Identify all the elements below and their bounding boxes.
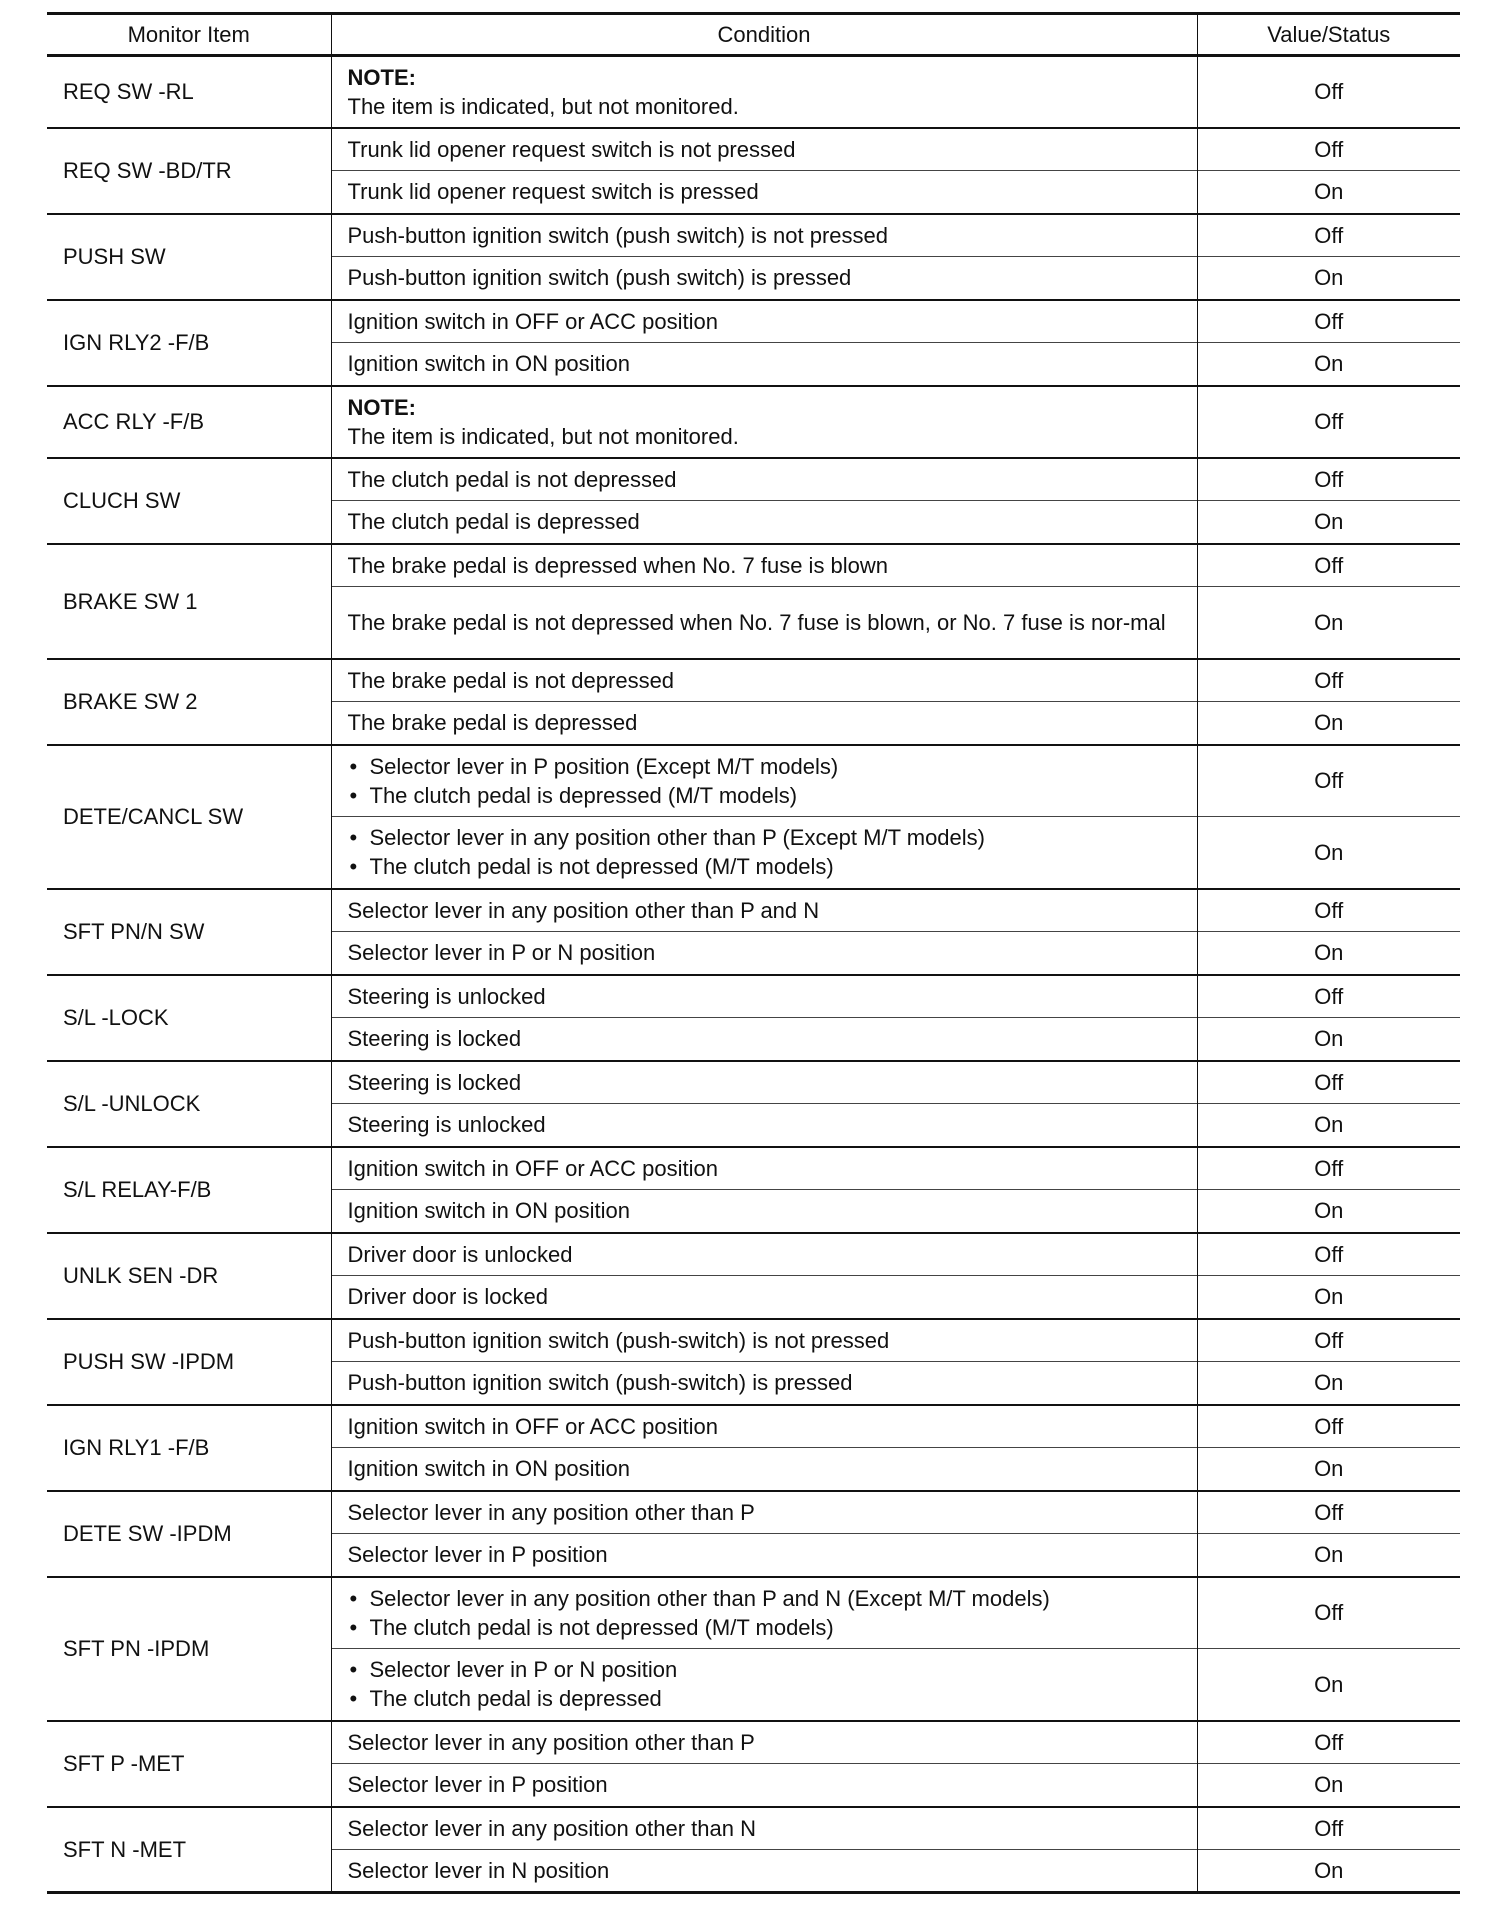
monitor-item: PUSH SW -IPDM [47, 1319, 331, 1405]
condition-cell: Driver door is locked [331, 1276, 1197, 1319]
condition-cell: Steering is locked [331, 1018, 1197, 1061]
value-status: Off [1197, 975, 1460, 1018]
table-row [47, 1807, 1460, 1850]
header-condition: Condition [331, 14, 1197, 56]
table-row [47, 1405, 1460, 1448]
value-status: On [1197, 1850, 1460, 1893]
value-status: On [1197, 1018, 1460, 1061]
condition-cell: Ignition switch in OFF or ACC position [331, 1405, 1197, 1448]
table-row [47, 745, 1460, 817]
monitor-item: UNLK SEN -DR [47, 1233, 331, 1319]
monitor-item: DETE SW -IPDM [47, 1491, 331, 1577]
note-label: NOTE: [347, 394, 416, 420]
monitor-item: BRAKE SW 1 [47, 544, 331, 659]
condition-bullet-list [348, 823, 1181, 881]
value-status: Off [1197, 300, 1460, 343]
value-status: On [1197, 343, 1460, 386]
monitor-item: IGN RLY1 -F/B [47, 1405, 331, 1491]
table-row [47, 1491, 1460, 1534]
value-status: Off [1197, 544, 1460, 587]
value-status: Off [1197, 1577, 1460, 1649]
condition-bullet: • The clutch pedal is not depressed (M/T models) [348, 1613, 1181, 1642]
table-row [47, 544, 1460, 587]
condition-bullet-list [348, 1655, 1181, 1713]
condition-cell: Selector lever in P position [331, 1764, 1197, 1807]
value-status: Off [1197, 386, 1460, 458]
table-row [47, 659, 1460, 702]
value-status: Off [1197, 1061, 1460, 1104]
monitor-item: BRAKE SW 2 [47, 659, 331, 745]
condition-bullet-list [348, 752, 1181, 810]
value-status: Off [1197, 1233, 1460, 1276]
monitor-table-container [47, 12, 1460, 1894]
condition-cell: Selector lever in any position other than P [331, 1491, 1197, 1534]
monitor-item: SFT P -MET [47, 1721, 331, 1807]
table-row [47, 1233, 1460, 1276]
condition-cell: The brake pedal is depressed when No. 7 fuse is blown [331, 544, 1197, 587]
condition-cell: Trunk lid opener request switch is pressed [331, 171, 1197, 214]
condition-cell [331, 386, 1197, 458]
monitor-item: SFT PN -IPDM [47, 1577, 331, 1721]
table-row [47, 1061, 1460, 1104]
condition-cell: Steering is unlocked [331, 975, 1197, 1018]
value-status: On [1197, 1764, 1460, 1807]
value-status: Off [1197, 1405, 1460, 1448]
table-row [47, 56, 1460, 128]
table-row [47, 975, 1460, 1018]
table-row [47, 300, 1460, 343]
value-status: Off [1197, 56, 1460, 128]
condition-cell: The brake pedal is not depressed when No. 7 fuse is blown, or No. 7 fuse is nor-mal [331, 587, 1197, 659]
monitor-item: S/L -UNLOCK [47, 1061, 331, 1147]
condition-cell: Steering is unlocked [331, 1104, 1197, 1147]
value-status: Off [1197, 1721, 1460, 1764]
condition-cell: The clutch pedal is not depressed [331, 458, 1197, 501]
monitor-item: PUSH SW [47, 214, 331, 300]
value-status: Off [1197, 1319, 1460, 1362]
table-row [47, 386, 1460, 458]
table-row [47, 1319, 1460, 1362]
monitor-item: IGN RLY2 -F/B [47, 300, 331, 386]
condition-cell: Trunk lid opener request switch is not pressed [331, 128, 1197, 171]
table-body [47, 56, 1460, 1893]
condition-bullet: • The clutch pedal is depressed (M/T models) [348, 781, 1181, 810]
condition-cell: Selector lever in P or N position [331, 932, 1197, 975]
monitor-item: SFT N -MET [47, 1807, 331, 1893]
condition-cell: Selector lever in any position other than N [331, 1807, 1197, 1850]
header-monitor-item: Monitor Item [47, 14, 331, 56]
condition-cell: Selector lever in any position other than P [331, 1721, 1197, 1764]
table-row [47, 1147, 1460, 1190]
value-status: On [1197, 1448, 1460, 1491]
note-text: The item is indicated, but not monitored. [347, 423, 739, 449]
value-status: On [1197, 702, 1460, 745]
value-status: Off [1197, 458, 1460, 501]
table-row [47, 1721, 1460, 1764]
condition-cell [331, 745, 1197, 817]
condition-cell [331, 1649, 1197, 1721]
monitor-item: REQ SW -BD/TR [47, 128, 331, 214]
value-status: On [1197, 817, 1460, 889]
condition-bullet: • Selector lever in any position other than P (Except M/T models) [348, 823, 1181, 852]
condition-cell: Selector lever in N position [331, 1850, 1197, 1893]
condition-bullet: • The clutch pedal is depressed [348, 1684, 1181, 1713]
note-label: NOTE: [347, 64, 416, 90]
value-status: On [1197, 932, 1460, 975]
value-status: On [1197, 1276, 1460, 1319]
value-status: Off [1197, 214, 1460, 257]
condition-cell: Push-button ignition switch (push-switch) is pressed [331, 1362, 1197, 1405]
condition-cell: Driver door is unlocked [331, 1233, 1197, 1276]
condition-cell [331, 817, 1197, 889]
monitor-item: CLUCH SW [47, 458, 331, 544]
condition-cell [331, 1577, 1197, 1649]
value-status: On [1197, 1534, 1460, 1577]
condition-bullet: • The clutch pedal is not depressed (M/T models) [348, 852, 1181, 881]
condition-cell: Ignition switch in OFF or ACC position [331, 300, 1197, 343]
table-row [47, 1577, 1460, 1649]
condition-bullet: • Selector lever in P position (Except M/T models) [348, 752, 1181, 781]
value-status: On [1197, 501, 1460, 544]
value-status: On [1197, 1104, 1460, 1147]
condition-cell: The brake pedal is depressed [331, 702, 1197, 745]
monitor-item: S/L RELAY-F/B [47, 1147, 331, 1233]
condition-bullet-list [348, 1584, 1181, 1642]
table-row [47, 889, 1460, 932]
value-status: Off [1197, 889, 1460, 932]
condition-cell: Ignition switch in ON position [331, 1190, 1197, 1233]
value-status: On [1197, 171, 1460, 214]
condition-cell: Ignition switch in OFF or ACC position [331, 1147, 1197, 1190]
value-status: Off [1197, 1807, 1460, 1850]
condition-cell [331, 56, 1197, 128]
value-status: Off [1197, 745, 1460, 817]
condition-cell: The brake pedal is not depressed [331, 659, 1197, 702]
monitor-item: REQ SW -RL [47, 56, 331, 128]
condition-cell: Push-button ignition switch (push switch) is pressed [331, 257, 1197, 300]
condition-cell: Selector lever in any position other than P and N [331, 889, 1197, 932]
table-row [47, 214, 1460, 257]
value-status: Off [1197, 1491, 1460, 1534]
value-status: On [1197, 257, 1460, 300]
monitor-item: S/L -LOCK [47, 975, 331, 1061]
table-row [47, 128, 1460, 171]
value-status: On [1197, 1190, 1460, 1233]
monitor-item: ACC RLY -F/B [47, 386, 331, 458]
header-value-status: Value/Status [1197, 14, 1460, 56]
value-status: Off [1197, 128, 1460, 171]
condition-cell: Selector lever in P position [331, 1534, 1197, 1577]
header-row [47, 14, 1460, 56]
condition-bullet: • Selector lever in P or N position [348, 1655, 1181, 1684]
value-status: On [1197, 587, 1460, 659]
value-status: Off [1197, 1147, 1460, 1190]
table-row [47, 458, 1460, 501]
condition-cell: Ignition switch in ON position [331, 1448, 1197, 1491]
value-status: Off [1197, 659, 1460, 702]
value-status: On [1197, 1362, 1460, 1405]
monitor-item: DETE/CANCL SW [47, 745, 331, 889]
note-text: The item is indicated, but not monitored. [347, 93, 739, 119]
condition-cell: Ignition switch in ON position [331, 343, 1197, 386]
condition-cell: Push-button ignition switch (push-switch) is not pressed [331, 1319, 1197, 1362]
condition-cell: The clutch pedal is depressed [331, 501, 1197, 544]
monitor-table [47, 12, 1460, 1894]
monitor-item: SFT PN/N SW [47, 889, 331, 975]
condition-cell: Steering is locked [331, 1061, 1197, 1104]
value-status: On [1197, 1649, 1460, 1721]
condition-bullet: • Selector lever in any position other than P and N (Except M/T models) [348, 1584, 1181, 1613]
condition-cell: Push-button ignition switch (push switch) is not pressed [331, 214, 1197, 257]
